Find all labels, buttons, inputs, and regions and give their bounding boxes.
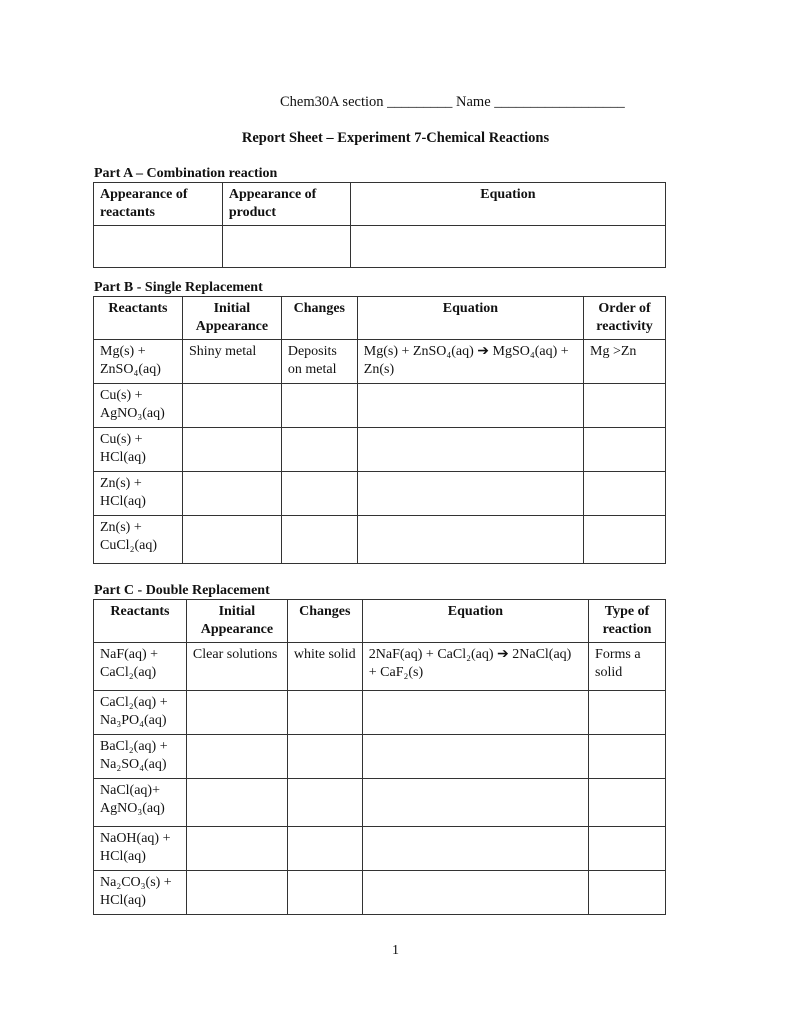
name-label: Name xyxy=(456,94,491,110)
cell-reactants: Cu(s) + AgNO₃(aq) xyxy=(94,384,183,428)
table-row xyxy=(94,428,666,472)
cell-changes[interactable] xyxy=(281,384,357,428)
cell-initial[interactable] xyxy=(182,472,281,516)
part-b-table xyxy=(93,296,666,564)
table-row xyxy=(94,691,666,735)
cell-equation[interactable] xyxy=(362,871,588,915)
cell-order[interactable] xyxy=(584,472,666,516)
cell-equation[interactable] xyxy=(357,516,583,564)
table-row xyxy=(94,472,666,516)
cell-changes[interactable] xyxy=(281,472,357,516)
cell-equation[interactable]: Mg(s) + ZnSO₄(aq) ➔ MgSO₄(aq) + Zn(s) xyxy=(357,340,583,384)
header-changes: Changes xyxy=(287,600,362,643)
cell-equation[interactable] xyxy=(362,735,588,779)
cell-reactants: NaCl(aq)+ AgNO₃(aq) xyxy=(94,779,187,827)
cell-initial[interactable]: Shiny metal xyxy=(182,340,281,384)
cell-reactants: Cu(s) + HCl(aq) xyxy=(94,428,183,472)
cell-reactants: Na₂CO₃(s) + HCl(aq) xyxy=(94,871,187,915)
header-equation: Equation xyxy=(362,600,588,643)
section-blank[interactable]: _________ xyxy=(387,94,453,110)
header-changes: Changes xyxy=(281,297,357,340)
cell-changes[interactable]: Deposits on metal xyxy=(281,340,357,384)
cell-reactants: NaOH(aq) + HCl(aq) xyxy=(94,827,187,871)
cell-type[interactable]: Forms a solid xyxy=(589,643,666,691)
page-number: 1 xyxy=(392,943,399,958)
name-blank[interactable]: __________________ xyxy=(494,94,625,110)
cell-changes[interactable] xyxy=(287,735,362,779)
header-order-reactivity: Order of reactivity xyxy=(584,297,666,340)
cell-changes[interactable] xyxy=(287,779,362,827)
header-equation: Equation xyxy=(350,183,665,226)
cell-type[interactable] xyxy=(589,779,666,827)
header-initial-appearance: Initial Appearance xyxy=(186,600,287,643)
cell-order[interactable] xyxy=(584,516,666,564)
header-appearance-product: Appearance of product xyxy=(222,183,350,226)
header-reactants: Reactants xyxy=(94,600,187,643)
cell-initial[interactable] xyxy=(182,384,281,428)
table-row xyxy=(94,643,666,691)
report-title: Report Sheet – Experiment 7-Chemical Reactions xyxy=(241,130,550,146)
part-c-title: Part C - Double Replacement xyxy=(94,583,270,598)
cell-changes[interactable] xyxy=(287,691,362,735)
cell-initial[interactable] xyxy=(182,428,281,472)
cell-initial[interactable] xyxy=(186,871,287,915)
cell-reactants: Zn(s) + CuCl₂(aq) xyxy=(94,516,183,564)
cell-initial[interactable] xyxy=(186,827,287,871)
cell-equation[interactable] xyxy=(357,384,583,428)
cell-changes[interactable] xyxy=(281,516,357,564)
cell-equation[interactable] xyxy=(357,428,583,472)
cell-initial[interactable] xyxy=(186,779,287,827)
cell-type[interactable] xyxy=(589,871,666,915)
cell-equation[interactable] xyxy=(362,827,588,871)
table-row xyxy=(94,735,666,779)
cell-reactants: BaCl₂(aq) + Na₂SO₄(aq) xyxy=(94,735,187,779)
header-initial-appearance: Initial Appearance xyxy=(182,297,281,340)
cell-changes[interactable]: white solid xyxy=(287,643,362,691)
cell-equation[interactable] xyxy=(357,472,583,516)
cell-initial[interactable]: Clear solutions xyxy=(186,643,287,691)
header-line xyxy=(280,94,625,111)
table-row xyxy=(94,827,666,871)
cell-order[interactable] xyxy=(584,384,666,428)
header-reactants: Reactants xyxy=(94,297,183,340)
part-a-title: Part A – Combination reaction xyxy=(94,166,278,181)
cell-reactants: Zn(s) + HCl(aq) xyxy=(94,472,183,516)
table-row xyxy=(94,340,666,384)
part-a-table xyxy=(93,182,666,268)
table-row xyxy=(94,779,666,827)
cell-changes[interactable] xyxy=(287,827,362,871)
table-row xyxy=(94,384,666,428)
cell-reactants: Mg(s) + ZnSO₄(aq) xyxy=(94,340,183,384)
part-c-table xyxy=(93,599,666,915)
header-appearance-reactants: Appearance of reactants xyxy=(94,183,223,226)
table-row xyxy=(94,871,666,915)
cell-equation[interactable]: 2NaF(aq) + CaCl₂(aq) ➔ 2NaCl(aq) + CaF₂(s) xyxy=(362,643,588,691)
course-label: Chem30A section xyxy=(280,94,384,110)
cell-changes[interactable] xyxy=(287,871,362,915)
cell-equation[interactable] xyxy=(350,226,665,268)
cell-order[interactable] xyxy=(584,428,666,472)
cell-equation[interactable] xyxy=(362,691,588,735)
cell-order[interactable]: Mg >Zn xyxy=(584,340,666,384)
cell-appearance-product[interactable] xyxy=(222,226,350,268)
part-b-title: Part B - Single Replacement xyxy=(94,280,263,295)
cell-initial[interactable] xyxy=(182,516,281,564)
cell-initial[interactable] xyxy=(186,691,287,735)
cell-equation[interactable] xyxy=(362,779,588,827)
cell-reactants: NaF(aq) + CaCl₂(aq) xyxy=(94,643,187,691)
cell-type[interactable] xyxy=(589,827,666,871)
cell-initial[interactable] xyxy=(186,735,287,779)
cell-type[interactable] xyxy=(589,691,666,735)
cell-changes[interactable] xyxy=(281,428,357,472)
header-type-reaction: Type of reaction xyxy=(589,600,666,643)
header-equation: Equation xyxy=(357,297,583,340)
cell-type[interactable] xyxy=(589,735,666,779)
table-row xyxy=(94,516,666,564)
cell-reactants: CaCl₂(aq) + Na₃PO₄(aq) xyxy=(94,691,187,735)
cell-appearance-reactants[interactable] xyxy=(94,226,223,268)
